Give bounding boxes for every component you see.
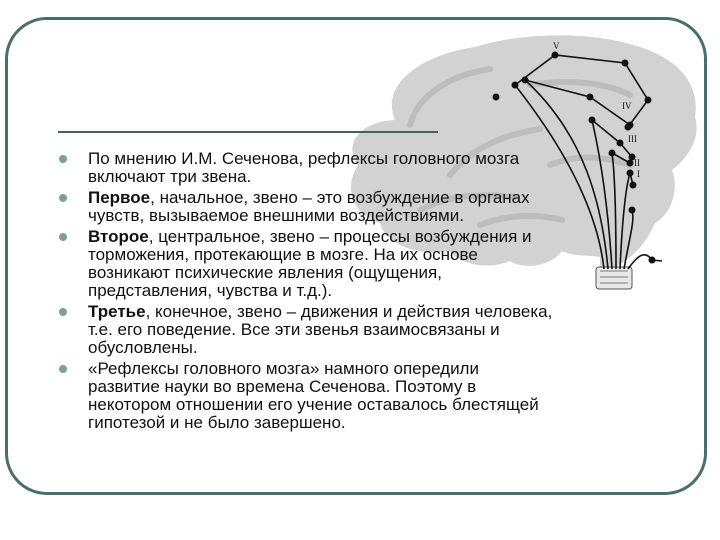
bullet-item-third-link: [55, 303, 555, 357]
bullet-dot-icon: [59, 194, 67, 202]
bullet-dot-icon: [59, 308, 67, 316]
bullet-bold-term: Третье: [88, 302, 146, 321]
bullet-text: , начальное, звено – это возбуждение в органах чувств, вызываемое внешними воздействиями.: [88, 188, 530, 225]
bullet-item-intro: [55, 150, 555, 186]
label-level-3: III: [628, 134, 637, 144]
bullet-dot-icon: [59, 155, 67, 163]
label-level-4: IV: [622, 101, 632, 111]
bullet-bold-term: Первое: [88, 188, 151, 207]
bullet-dot-icon: [59, 233, 67, 241]
bullet-list: [55, 150, 555, 435]
bullet-text: , конечное, звено – движения и действия человека, т.е. его поведение. Все эти звенья взаимосвязаны и обусловлены.: [88, 302, 553, 357]
bullet-text: , центральное, звено – процессы возбуждения и торможения, протекающие в мозге. На их основе возникают психические явления (ощущения, представления, чувства и т.д.).: [88, 227, 532, 300]
bullet-item-first-link: [55, 189, 555, 225]
bullet-text: По мнению И.М. Сеченова, рефлексы головного мозга включают три звена.: [88, 149, 520, 186]
bullet-item-second-link: [55, 228, 555, 300]
brainstem-spinal-cord: [596, 267, 632, 289]
label-level-2: II: [634, 158, 640, 168]
bullet-text: «Рефлексы головного мозга» намного опередили развитие науки во времена Сеченова. Поэтому в некотором отношении его учение оставалось блестящей гипотезой и не было завершено.: [88, 359, 539, 432]
title-underline: [58, 131, 438, 133]
label-level-5: V: [553, 41, 560, 51]
bullet-dot-icon: [59, 365, 67, 373]
bullet-bold-term: Второе: [88, 227, 149, 246]
bullet-item-conclusion: [55, 360, 555, 432]
label-level-1: I: [637, 169, 640, 179]
